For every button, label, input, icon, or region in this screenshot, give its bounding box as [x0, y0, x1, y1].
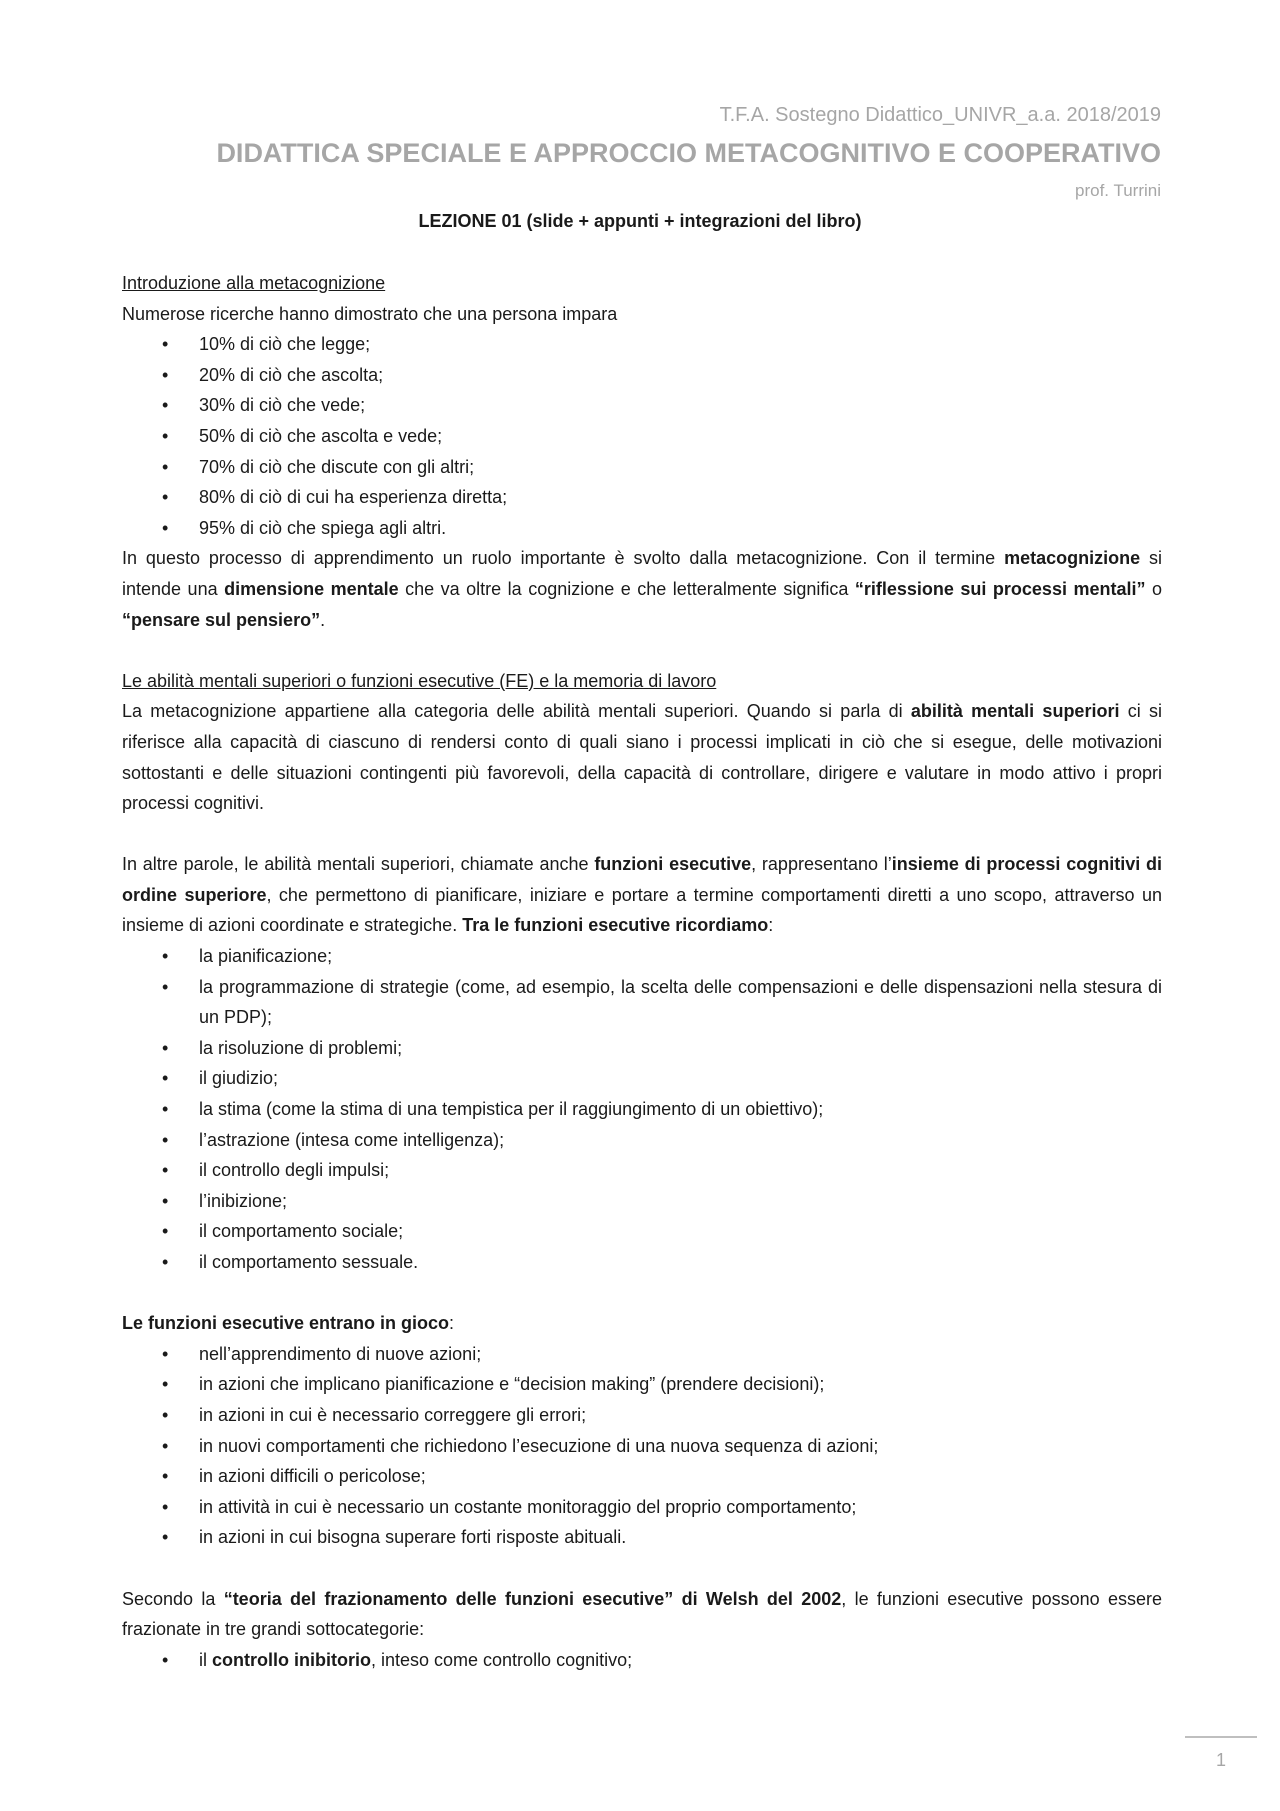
list-item: • 50% di ciò che ascolta e vede;	[122, 421, 1162, 452]
list-item: • 80% di ciò di cui ha esperienza diretta;	[122, 482, 1162, 513]
paragraph-text: o	[1145, 578, 1162, 599]
bold-term: insieme di processi cognitivi di ordine superiore	[122, 854, 1163, 905]
spacer	[122, 1553, 1162, 1584]
list-item: • la pianificazione;	[122, 941, 1162, 972]
list-item	[122, 1645, 1162, 1676]
in-play-list	[122, 1339, 1162, 1553]
list-item: • 10% di ciò che legge;	[122, 329, 1162, 360]
executive-functions-paragraph	[122, 849, 1162, 941]
metacognition-paragraph	[122, 543, 1162, 635]
bold-term: “pensare sul pensiero”	[122, 609, 321, 630]
page-number: 1	[1215, 1750, 1226, 1770]
list-item: • il comportamento sessuale.	[122, 1247, 1162, 1278]
list-item: • in azioni in cui è necessario correggere gli errori;	[122, 1400, 1162, 1431]
section-heading-introduction: Introduzione alla metacognizione	[122, 273, 386, 293]
footer-divider	[1185, 1736, 1257, 1738]
paragraph-text: , inteso come controllo cognitivo;	[370, 1649, 633, 1670]
list-item: • la programmazione di strategie (come, ad esempio, la scelta delle compensazioni e delle dispensazioni nella stesura di un PDP);	[122, 972, 1162, 1033]
paragraph-text: :	[768, 915, 774, 936]
paragraph-text: La metacognizione appartiene alla categoria delle abilità mentali superiori. Quando si parla di	[122, 701, 911, 722]
higher-abilities-paragraph	[122, 696, 1162, 818]
bold-term: Tra le funzioni esecutive ricordiamo	[462, 915, 769, 936]
list-item: • in azioni in cui bisogna superare forti risposte abituali.	[122, 1522, 1162, 1553]
spacer	[122, 819, 1162, 850]
welsh-theory-paragraph	[122, 1584, 1162, 1645]
list-item: • l’inibizione;	[122, 1186, 1162, 1217]
bold-term: funzioni esecutive	[594, 854, 752, 875]
paragraph-text: , che permettono di pianificare, iniziare e portare a termine comportamenti diretti a uno scopo, attraverso un insieme di azioni coordinate e strategiche.	[122, 884, 1162, 936]
document-body	[122, 268, 1162, 1675]
section-heading-in-play	[122, 1308, 1162, 1339]
list-item: • la stima (come la stima di una tempistica per il raggiungimento di un obiettivo);	[122, 1094, 1162, 1125]
list-item: • 95% di ciò che spiega agli altri.	[122, 513, 1162, 544]
professor-name: prof. Turrini	[1075, 181, 1161, 200]
list-item: • la risoluzione di problemi;	[122, 1033, 1162, 1064]
paragraph-text: si intende una	[122, 548, 1162, 599]
spacer	[122, 635, 1162, 666]
list-item: • 20% di ciò che ascolta;	[122, 360, 1162, 391]
paragraph-text: :	[449, 1313, 455, 1334]
subcategories-list	[122, 1645, 1162, 1676]
paragraph-text: Secondo la	[122, 1588, 224, 1609]
spacer	[122, 1278, 1162, 1309]
bold-term: metacognizione	[1004, 548, 1141, 569]
paragraph-text: , le funzioni esecutive possono essere frazionate in tre grandi sottocategorie:	[122, 1588, 1162, 1640]
list-item: • l’astrazione (intesa come intelligenza);	[122, 1125, 1162, 1156]
list-item: • in azioni difficili o pericolose;	[122, 1461, 1162, 1492]
list-item: • il controllo degli impulsi;	[122, 1155, 1162, 1186]
learning-percentages-list	[122, 329, 1162, 543]
list-item: • 70% di ciò che discute con gli altri;	[122, 452, 1162, 483]
paragraph-text: che va oltre la cognizione e che letteralmente significa	[398, 578, 855, 599]
executive-functions-list	[122, 941, 1162, 1278]
bold-term: abilità mentali superiori	[910, 701, 1120, 722]
list-item: • nell’apprendimento di nuove azioni;	[122, 1339, 1162, 1370]
paragraph-text: .	[320, 609, 326, 630]
list-item: • 30% di ciò che vede;	[122, 390, 1162, 421]
paragraph-text: In altre parole, le abilità mentali superiori, chiamate anche	[122, 854, 595, 875]
intro-sentence: Numerose ricerche hanno dimostrato che una persona impara	[122, 303, 618, 324]
paragraph-text: , rappresentano l’	[751, 854, 892, 875]
paragraph-text: il	[199, 1649, 212, 1670]
document-title: DIDATTICA SPECIALE E APPROCCIO METACOGNITIVO E COOPERATIVO	[216, 138, 1161, 168]
bold-term: “riflessione sui processi mentali”	[854, 578, 1146, 599]
bold-term: “teoria del frazionamento delle funzioni esecutive” di Welsh del 2002	[223, 1588, 842, 1609]
section-heading-executive-functions: Le abilità mentali superiori o funzioni esecutive (FE) e la memoria di lavoro	[122, 670, 717, 691]
paragraph-text: In questo processo di apprendimento un ruolo importante è svolto dalla metacognizione. Con il termine	[122, 548, 1005, 569]
list-item: • in nuovi comportamenti che richiedono l’esecuzione di una nuova sequenza di azioni;	[122, 1431, 1162, 1462]
list-item: • in attività in cui è necessario un costante monitoraggio del proprio comportamento;	[122, 1492, 1162, 1523]
bold-term: dimensione mentale	[224, 578, 399, 599]
lesson-title: LEZIONE 01 (slide + appunti + integrazioni del libro)	[418, 211, 862, 231]
bold-term: Le funzioni esecutive entrano in gioco	[122, 1313, 450, 1334]
course-line: T.F.A. Sostegno Didattico_UNIVR_a.a. 2018/2019	[719, 104, 1161, 126]
bold-term: controllo inibitorio	[212, 1649, 371, 1670]
list-item: • il giudizio;	[122, 1063, 1162, 1094]
list-item: • in azioni che implicano pianificazione e “decision making” (prendere decisioni);	[122, 1369, 1162, 1400]
list-item: • il comportamento sociale;	[122, 1216, 1162, 1247]
paragraph-text: ci si riferisce alla capacità di ciascuno di rendersi conto di quali siano i processi implicati in ciò che si esegue, delle motivazioni sottostanti e delle situazioni contingenti più favorevoli, della capacità di controllare, dirigere e valutare in modo attivo i propri processi cognitivi.	[122, 701, 1162, 814]
